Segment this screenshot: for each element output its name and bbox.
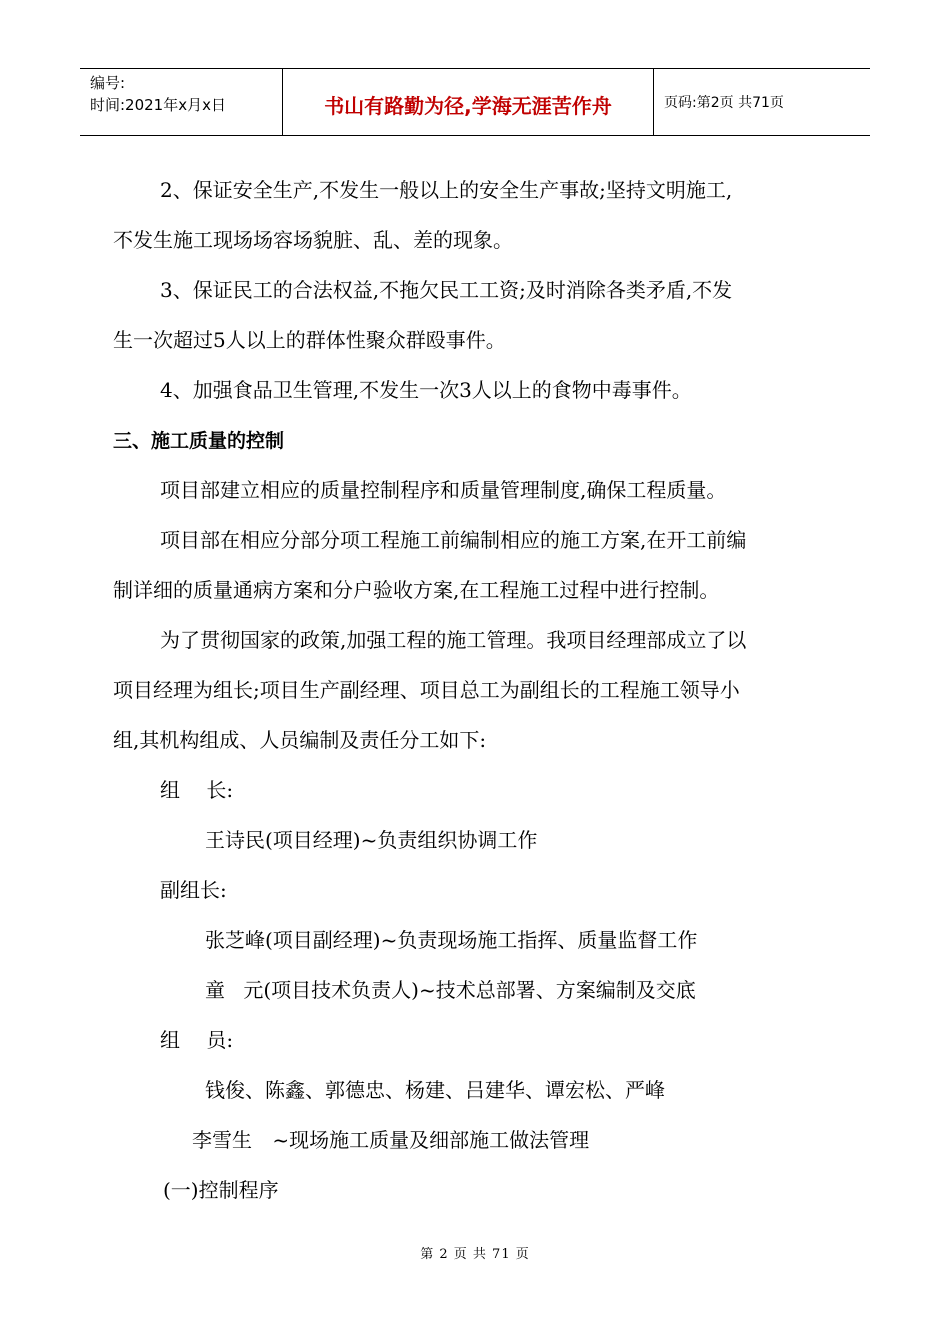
member-names: 钱俊、陈鑫、郭德忠、杨建、吕建华、谭宏松、严峰 <box>205 1078 665 1102</box>
header-motto: 书山有路勤为径,学海无涯苦作舟 <box>324 93 612 118</box>
document-header <box>80 68 870 136</box>
header-motto-cell <box>282 69 654 135</box>
paragraph-line: 项目经理为组长;项目生产副经理、项目总工为副组长的工程施工领导小 <box>113 678 740 702</box>
deputy-entry: 童 元(项目技术负责人)~技术总部署、方案编制及交底 <box>205 978 696 1002</box>
section-heading: 三、施工质量的控制 <box>113 430 285 452</box>
member-label: 组 员: <box>160 1028 234 1052</box>
paragraph-line: 不发生施工现场场容场貌脏、乱、差的现象。 <box>113 228 513 252</box>
paragraph-line: 组,其机构组成、人员编制及责任分工如下: <box>113 728 487 752</box>
header-page-cell <box>654 69 870 135</box>
paragraph-line: 2、保证安全生产,不发生一般以上的安全生产事故;坚持文明施工, <box>160 178 733 202</box>
paragraph-line: 生一次超过5人以上的群体性聚众群殴事件。 <box>113 328 506 352</box>
serial-number-label: 编号: <box>90 74 126 92</box>
paragraph-line: 制详细的质量通病方案和分户验收方案,在工程施工过程中进行控制。 <box>113 578 720 602</box>
paragraph-line: 3、保证民工的合法权益,不拖欠民工工资;及时消除各类矛盾,不发 <box>160 278 733 302</box>
member-entry: 李雪生 ~现场施工质量及细部施工做法管理 <box>192 1128 590 1152</box>
deputy-label: 副组长: <box>160 878 227 902</box>
header-meta <box>80 69 282 135</box>
leader-label: 组 长: <box>160 778 234 802</box>
date-label: 时间:2021年x月x日 <box>90 96 226 114</box>
sub-heading: (一)控制程序 <box>163 1178 279 1202</box>
paragraph-line: 项目部在相应分部分项工程施工前编制相应的施工方案,在开工前编 <box>160 528 747 552</box>
header-page-info: 页码:第2页 共71页 <box>664 95 784 111</box>
leader-entry: 王诗民(项目经理)~负责组织协调工作 <box>205 828 538 852</box>
deputy-entry: 张芝峰(项目副经理)~负责现场施工指挥、质量监督工作 <box>205 928 698 952</box>
paragraph-line: 项目部建立相应的质量控制程序和质量管理制度,确保工程质量。 <box>160 478 727 502</box>
page-footer: 第 2 页 共 71 页 <box>420 1247 530 1262</box>
paragraph-line: 4、加强食品卫生管理,不发生一次3人以上的食物中毒事件。 <box>160 378 692 402</box>
paragraph-line: 为了贯彻国家的政策,加强工程的施工管理。我项目经理部成立了以 <box>160 628 747 652</box>
